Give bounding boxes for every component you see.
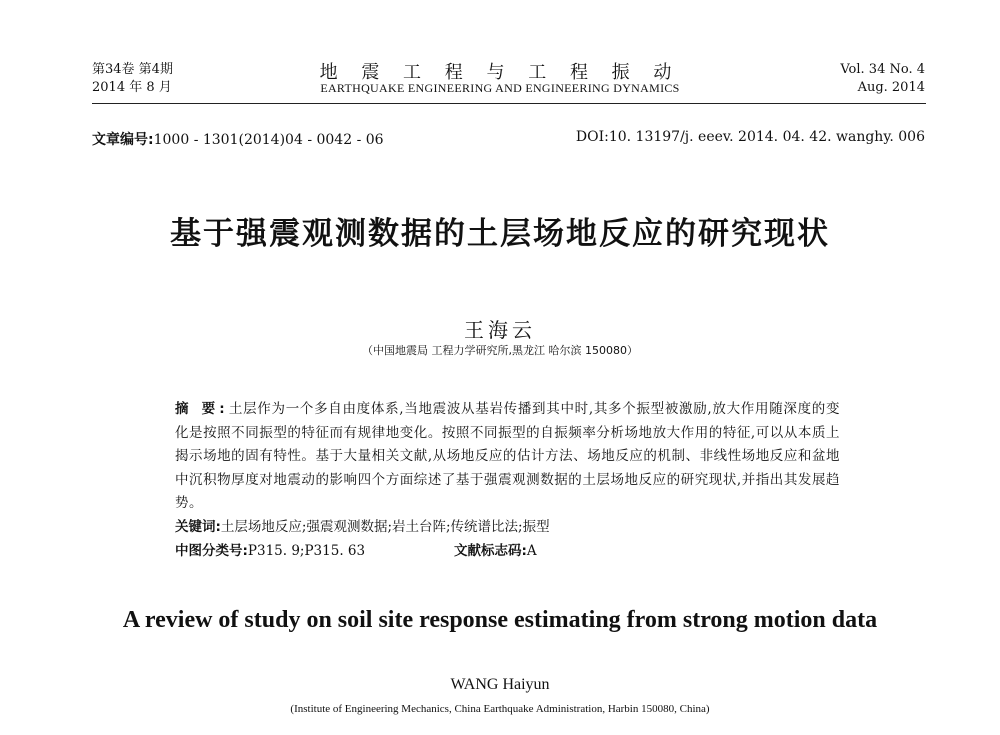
author-cn: 王海云 xyxy=(464,318,536,342)
abstract xyxy=(175,398,840,516)
volume-issue-cn: 第34卷 第4期 xyxy=(92,62,173,77)
author-en: WANG Haiyun xyxy=(450,676,550,693)
abstract-text: 土层作为一个多自由度体系,当地震波从基岩传播到其中时,其多个振型被激励,放大作用随深度的变化是按照不同振型的特征而有规律地变化。按照不同振型的自振频率分析场地放大作用的特征,可以从本质上揭示场地的固有特性。基于大量相关文献,从场地反应的估计方法、场地反应的机制、非线性场地反应和盆地中沉积物厚度对地震动的影响四个方面综述了基于强震观测数据的土层场地反应的研究现状,并指出其发展趋势。 xyxy=(175,401,840,511)
volume-issue-en: Vol. 34 No. 4 xyxy=(840,62,925,77)
classification-label: 中图分类号: xyxy=(175,543,248,559)
doi-label: DOI: xyxy=(575,129,609,145)
paper-title-en: A review of study on soil site response estimating from strong motion data xyxy=(122,607,878,633)
classification-number xyxy=(175,541,365,561)
doi xyxy=(576,129,925,145)
paper-title-cn: 基于强震观测数据的土层场地反应的研究现状 xyxy=(170,216,830,252)
journal-title-cn: 地 震 工 程 与 工 程 振 动 xyxy=(319,62,681,83)
classification-text: P315. 9;P315. 63 xyxy=(247,543,366,559)
abstract-label: 摘 要: xyxy=(175,401,229,417)
keywords xyxy=(175,517,550,537)
article-number xyxy=(92,129,384,149)
document-code-label: 文献标志码: xyxy=(454,543,527,559)
doi-value: 10. 13197/j. eeev. 2014. 04. 42. wanghy. 006 xyxy=(608,129,925,145)
header-divider xyxy=(92,103,926,104)
article-number-value: 1000 - 1301(2014)04 - 0042 - 06 xyxy=(153,132,384,148)
document-code xyxy=(454,541,537,561)
keywords-text: 土层场地反应;强震观测数据;岩土台阵;传统谱比法;振型 xyxy=(220,519,550,535)
affiliation-cn: （中国地震局 工程力学研究所,黑龙江 哈尔滨 150080） xyxy=(362,344,638,357)
date-en: Aug. 2014 xyxy=(857,80,925,95)
keywords-label: 关键词: xyxy=(175,519,221,535)
article-number-label: 文章编号: xyxy=(92,132,154,148)
date-cn: 2014 年 8 月 xyxy=(92,80,172,95)
affiliation-en: (Institute of Engineering Mechanics, China Earthquake Administration, Harbin 150080, China) xyxy=(290,703,710,715)
document-code-text: A xyxy=(526,543,537,559)
journal-title-en: EARTHQUAKE ENGINEERING AND ENGINEERING DYNAMICS xyxy=(320,81,680,95)
